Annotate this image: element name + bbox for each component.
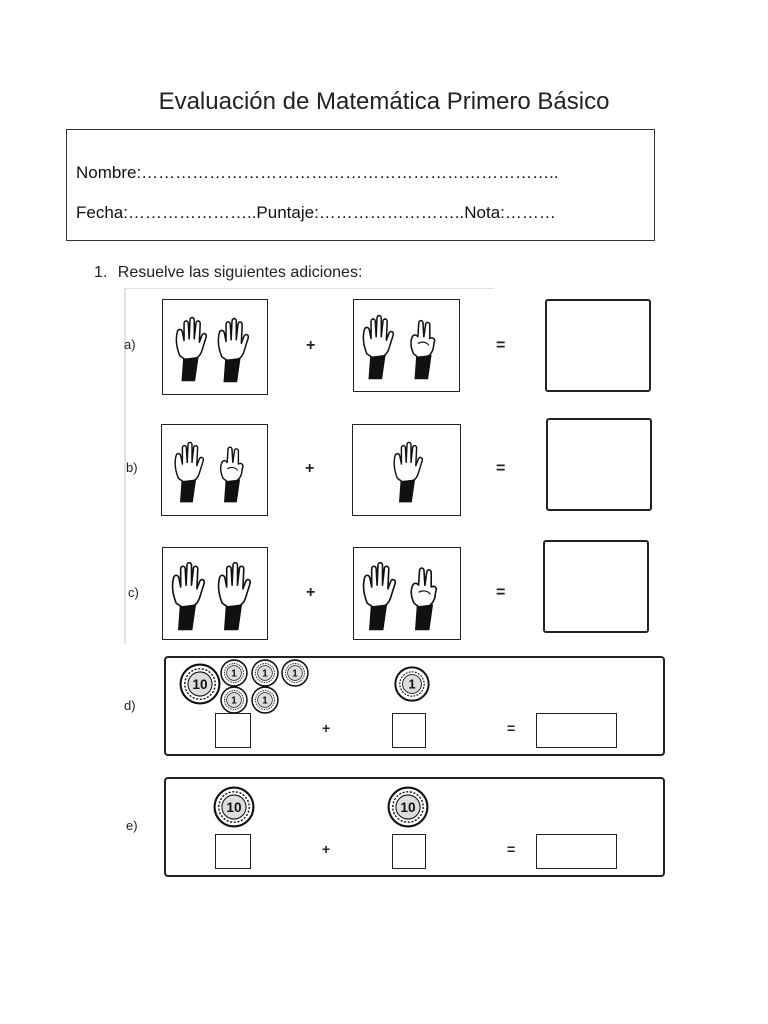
equals-sign: = bbox=[496, 337, 506, 354]
page-title: Evaluación de Matemática Primero Básico bbox=[158, 88, 610, 115]
plus-sign: + bbox=[322, 720, 331, 736]
row-e-addend-1-input[interactable] bbox=[215, 834, 251, 869]
row-c-addend-2-box bbox=[353, 547, 461, 640]
question-text: Resuelve las siguientes adiciones: bbox=[117, 264, 363, 281]
open-hand-icon bbox=[173, 314, 207, 384]
one-coin-icon bbox=[220, 686, 248, 714]
name-field[interactable]: Nombre:……………………………………………………………….. bbox=[76, 163, 559, 182]
equals-sign: = bbox=[507, 841, 516, 857]
ten-coin-icon bbox=[213, 786, 255, 828]
open-hand-icon bbox=[215, 316, 249, 384]
plus-sign: + bbox=[322, 841, 331, 857]
row-e-addend-2-input[interactable] bbox=[392, 834, 426, 869]
row-d-addend-1-input[interactable] bbox=[215, 713, 251, 748]
open-hand-icon bbox=[391, 439, 423, 505]
row-e-answer-input[interactable] bbox=[536, 834, 617, 869]
one-coin-icon bbox=[220, 659, 248, 687]
question-1 bbox=[94, 264, 362, 282]
ten-coin-icon bbox=[387, 786, 429, 828]
row-a-addend-1-box bbox=[162, 299, 268, 395]
open-hand-icon bbox=[360, 560, 396, 632]
row-a-label: a) bbox=[124, 337, 136, 352]
date-score-grade-field[interactable]: Fecha:…………………..Puntaje:……………………..Nota:……… bbox=[76, 203, 556, 222]
ten-coin-icon bbox=[179, 663, 221, 705]
question-number: 1. bbox=[94, 264, 108, 281]
divider-horizontal bbox=[124, 288, 494, 289]
one-coin-icon bbox=[394, 666, 430, 702]
row-b-addend-1-box bbox=[161, 424, 268, 516]
equals-sign: = bbox=[496, 584, 506, 601]
open-hand-icon bbox=[169, 560, 205, 632]
hand-fingers-icon bbox=[406, 312, 440, 382]
hand-fingers-icon bbox=[216, 439, 248, 505]
plus-sign: + bbox=[306, 337, 316, 354]
student-info-box bbox=[66, 129, 655, 241]
hand-fingers-icon bbox=[406, 560, 442, 632]
row-c-answer-box[interactable] bbox=[543, 540, 649, 633]
row-d-answer-input[interactable] bbox=[536, 713, 617, 748]
row-c-addend-1-box bbox=[162, 547, 268, 640]
plus-sign: + bbox=[305, 460, 315, 477]
open-hand-icon bbox=[360, 312, 394, 382]
equals-sign: = bbox=[507, 720, 516, 736]
open-hand-icon bbox=[215, 560, 251, 632]
row-a-addend-2-box bbox=[353, 299, 460, 392]
row-b-answer-box[interactable] bbox=[546, 418, 652, 511]
row-d-label: d) bbox=[124, 698, 136, 713]
equals-sign: = bbox=[496, 460, 506, 477]
one-coin-icon bbox=[251, 659, 279, 687]
row-b-label: b) bbox=[126, 460, 138, 475]
one-coin-icon bbox=[251, 686, 279, 714]
row-d-addend-2-input[interactable] bbox=[392, 713, 426, 748]
row-b-addend-2-box bbox=[352, 424, 461, 516]
row-e-label: e) bbox=[126, 818, 138, 833]
open-hand-icon bbox=[172, 439, 204, 505]
row-a-answer-box[interactable] bbox=[545, 299, 651, 392]
row-c-label: c) bbox=[128, 585, 139, 600]
plus-sign: + bbox=[306, 584, 316, 601]
one-coin-icon bbox=[281, 659, 309, 687]
